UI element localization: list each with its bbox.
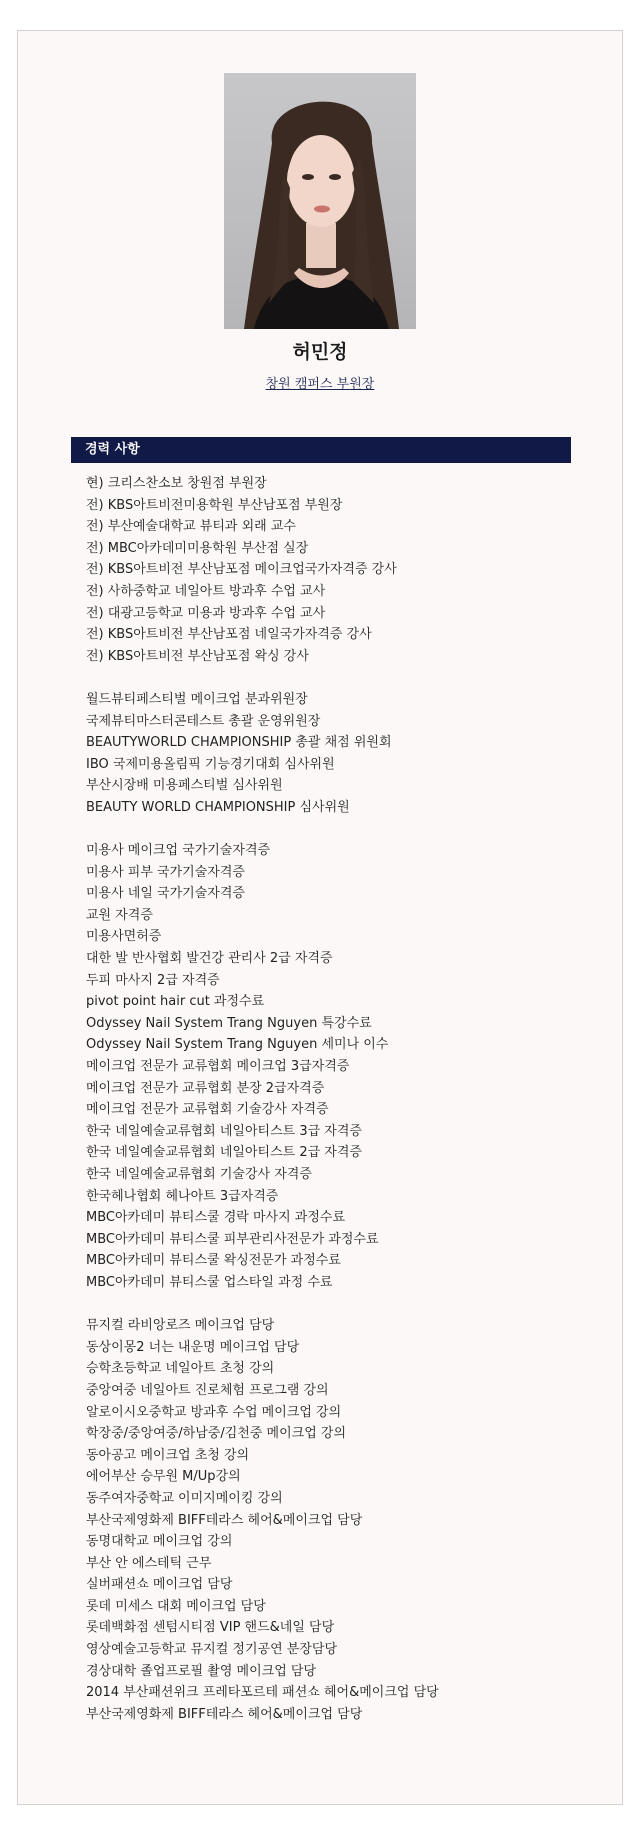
career-item: 미용사면허증 (86, 929, 162, 945)
career-item: 전) MBC아카데미미용학원 부산점 실장 (86, 540, 309, 556)
career-item: 미용사 메이크업 국가기술자격증 (86, 843, 271, 859)
profile-card (17, 30, 623, 1805)
career-item: 부산시장배 미용페스티벌 심사위원 (86, 778, 283, 794)
career-item: 전) KBS아트비전 부산남포점 왁싱 강사 (86, 648, 309, 664)
career-item: 메이크업 전문가 교류협회 메이크업 3급자격증 (86, 1059, 350, 1075)
career-group-judging (86, 689, 606, 819)
career-item: BEAUTYWORLD CHAMPIONSHIP 총괄 채점 위원회 (86, 735, 392, 751)
career-item: 부산국제영화제 BIFF테라스 헤어&메이크업 담당 (86, 1706, 363, 1722)
career-item: 2014 부산패션위크 프레타포르테 패션쇼 헤어&메이크업 담당 (86, 1685, 439, 1701)
career-item: MBC아카데미 뷰티스쿨 업스타일 과정 수료 (86, 1274, 333, 1290)
career-item: 승학초등학교 네일아트 초청 강의 (86, 1361, 275, 1377)
portrait-illustration (224, 73, 416, 329)
career-item: BEAUTY WORLD CHAMPIONSHIP 심사위원 (86, 799, 350, 815)
career-item: 경상대학 졸업프로필 촬영 메이크업 담당 (86, 1663, 317, 1679)
career-item: 에어부산 승무원 M/Up강의 (86, 1469, 241, 1485)
career-item: 대한 발 반사협회 발건강 관리사 2급 자격증 (86, 951, 333, 967)
career-item: 두피 마사지 2급 자격증 (86, 972, 220, 988)
career-item: IBO 국제미용올림픽 기능경기대회 심사위원 (86, 756, 335, 772)
career-item: 동주여자중학교 이미지메이킹 강의 (86, 1490, 283, 1506)
career-item: 메이크업 전문가 교류협회 기술강사 자격증 (86, 1102, 329, 1118)
career-item: 뮤지컬 라비앙로즈 메이크업 담당 (86, 1318, 275, 1334)
career-item: 동상이몽2 너는 내운명 메이크업 담당 (86, 1339, 300, 1355)
career-item: 롯데백화점 센텀시티점 VIP 핸드&네일 담당 (86, 1620, 335, 1636)
career-item: pivot point hair cut 과정수료 (86, 994, 265, 1010)
career-item: 미용사 피부 국가기술자격증 (86, 864, 245, 880)
career-group-activities (86, 1315, 606, 1725)
profile-photo (224, 73, 416, 329)
career-item: MBC아카데미 뷰티스쿨 피부관리사전문가 과정수료 (86, 1231, 379, 1247)
career-item: MBC아카데미 뷰티스쿨 경락 마사지 과정수료 (86, 1210, 345, 1226)
career-item: 전) 부산예술대학교 뷰티과 외래 교수 (86, 519, 296, 535)
career-item: 동아공고 메이크업 초청 강의 (86, 1447, 250, 1463)
career-item: MBC아카데미 뷰티스쿨 왁싱전문가 과정수료 (86, 1253, 341, 1269)
career-group-certificates (86, 840, 606, 1293)
career-item: 교원 자격증 (86, 907, 153, 923)
career-item: 현) 크리스찬소보 창원점 부원장 (86, 476, 267, 491)
career-item: 한국 네일예술교류협회 기술강사 자격증 (86, 1167, 312, 1182)
career-item: 전) KBS아트비전 부산남포점 네일국가자격증 강사 (86, 627, 372, 643)
career-item: Odyssey Nail System Trang Nguyen 특강수료 (86, 1015, 372, 1031)
career-group-positions (86, 473, 606, 667)
career-item: Odyssey Nail System Trang Nguyen 세미나 이수 (86, 1037, 389, 1053)
career-item: 전) 사하중학교 네일아트 방과후 수업 교사 (86, 583, 326, 599)
career-item: 미용사 네일 국가기술자격증 (86, 886, 245, 902)
career-item: 한국 네일예술교류협회 네일아티스트 3급 자격증 (86, 1123, 362, 1139)
section-header-career: 경력 사항 (71, 437, 571, 463)
career-item: 알로이시오중학교 방과후 수업 메이크업 강의 (86, 1404, 342, 1420)
career-item: 전) KBS아트비전미용학원 부산남포점 부원장 (86, 497, 343, 513)
profile-name: 허민정 (292, 341, 348, 363)
career-item: 월드뷰티페스티벌 메이크업 분과위원장 (86, 691, 308, 707)
career-list (86, 473, 606, 1747)
career-item: 한국 네일예술교류협회 네일아티스트 2급 자격증 (86, 1145, 362, 1161)
career-item: 중앙여중 네일아트 진로체험 프로그램 강의 (86, 1382, 329, 1398)
career-item: 롯데 미세스 대회 메이크업 담당 (86, 1598, 266, 1614)
career-item: 전) 대광고등학교 미용과 방과후 수업 교사 (86, 605, 326, 621)
career-item: 부산 안 에스테틱 근무 (86, 1555, 212, 1571)
career-item: 학장중/중앙여중/하남중/김천중 메이크업 강의 (86, 1426, 347, 1442)
career-item: 실버패션쇼 메이크업 담당 (86, 1577, 233, 1593)
profile-position-link[interactable]: 창원 캠퍼스 부원장 (265, 377, 375, 392)
career-item: 메이크업 전문가 교류협회 분장 2급자격증 (86, 1080, 325, 1096)
career-item: 국제뷰티마스터콘테스트 총괄 운영위원장 (86, 713, 321, 729)
career-item: 영상예술고등학교 뮤지컬 정기공연 분장담당 (86, 1642, 337, 1658)
career-item: 전) KBS아트비전 부산남포점 메이크업국가자격증 강사 (86, 562, 397, 578)
career-item: 한국헤나협회 헤나아트 3급자격증 (86, 1188, 279, 1204)
career-item: 부산국제영화제 BIFF테라스 헤어&메이크업 담당 (86, 1512, 363, 1528)
career-item: 동명대학교 메이크업 강의 (86, 1534, 233, 1550)
